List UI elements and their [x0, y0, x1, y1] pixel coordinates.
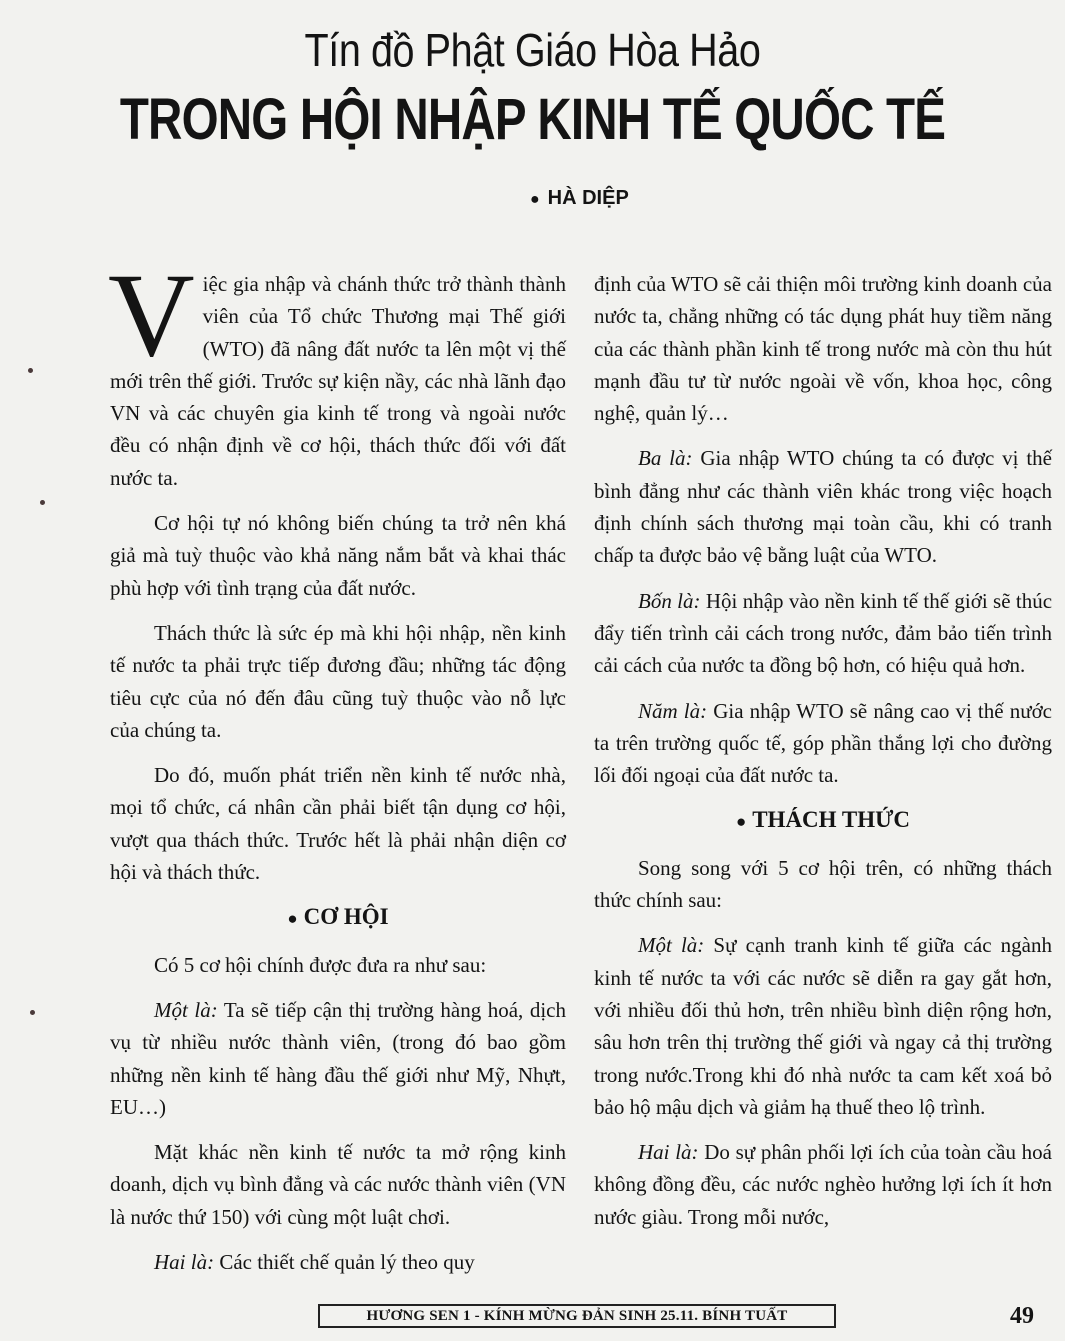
paragraph: Song song với 5 cơ hội trên, có những thách thức chính sau: — [594, 855, 1052, 913]
paragraph: Mặt khác nền kinh tế nước ta mở rộng kinh doanh, dịch vụ bình đẳng và các nước thành viên (VN là nước thứ 150) với cùng một luật chơi. — [110, 1140, 566, 1229]
bullet-icon: ● — [287, 909, 298, 929]
article-title-line1: Tín đồ Phật Giáo Hòa Hảo — [304, 24, 761, 76]
item-label: Ba là: — [638, 446, 693, 471]
paragraph-intro — [108, 248, 566, 494]
bullet-icon: ● — [735, 812, 747, 832]
paragraph: định của WTO sẽ cải thiện môi trường kinh doanh của nước ta, chẳng những có tác dụng phát huy tiềm năng của các thành phần kinh tế trong nước mà còn thu hút mạnh đầu tư từ nước ngoài về vốn, khoa học, công nghệ, quản lý… — [594, 272, 1052, 426]
scan-speck-icon — [30, 1010, 35, 1015]
paragraph: Ba là: Gia nhập WTO chúng ta có được vị thế bình đẳng như các thành viên khác trong việc hoạch định chính sách thương mại toàn cầu, khi có tranh chấp ta được bảo vệ bằng luật của WTO. — [594, 446, 1052, 568]
author-byline — [530, 184, 629, 214]
section-heading-opportunities: ● CƠ HỘI — [287, 904, 389, 930]
publication-footer: HƯƠNG SEN 1 - KÍNH MỪNG ĐẢN SINH 25.11. BÍNH TUẤT — [318, 1304, 836, 1328]
item-label: Một là: — [154, 997, 218, 1022]
paragraph: Cơ hội tự nó không biến chúng ta trở nên khá giả mà tuỳ thuộc vào khả năng nắm bắt và khai thác phù hợp với tình trạng của đất nước. — [110, 511, 566, 600]
item-label: Hai là: — [638, 1140, 699, 1165]
scan-speck-icon — [40, 500, 45, 505]
page-number: 49 — [1010, 1303, 1034, 1329]
paragraph: Thách thức là sức ép mà khi hội nhập, nền kinh tế nước ta phải trực tiếp đương đầu; những tác động tiêu cực của nó đến đâu cũng tuỳ thuộc vào nỗ lực của chúng ta. — [110, 620, 566, 742]
drop-cap: V — [108, 248, 195, 381]
paragraph: Hai là: Do sự phân phối lợi ích của toàn cầu hoá không đồng đều, các nước nghèo hưởng lợi ích ít hơn nước giàu. Trong mỗi nước, — [594, 1140, 1052, 1229]
item-label: Năm là: — [638, 698, 708, 723]
paragraph: Năm là: Gia nhập WTO sẽ nâng cao vị thế nước ta trên trường quốc tế, góp phần thắng lợi cho đường lối đối ngoại của đất nước ta. — [594, 698, 1053, 788]
scan-speck-icon — [28, 368, 33, 373]
right-column — [594, 268, 1052, 1246]
paragraph: Do đó, muốn phát triển nền kinh tế nước nhà, mọi tổ chức, cá nhân cần phải biết tận dụng cơ hội, vượt qua thách thức. Trước hết là phải nhận diện cơ hội và thách thức. — [110, 763, 566, 885]
paragraph: Bốn là: Hội nhập vào nền kinh tế thế giới sẽ thúc đẩy tiến trình cải cách trong nước, đảm bảo tiến trình cải cách của nước ta đồng bộ hơn, có hiệu quả hơn. — [594, 588, 1053, 678]
article-title-line2: TRONG HỘI NHẬP KINH TẾ QUỐC TẾ — [119, 87, 946, 152]
item-label: Một là: — [638, 933, 705, 958]
section-heading-challenges: ● THÁCH THỨC — [735, 807, 911, 833]
paragraph: Một là: Ta sẽ tiếp cận thị trường hàng hoá, dịch vụ từ nhiều nước thành viên, (trong đó bao gồm những nền kinh tế hàng đầu thế giới như Mỹ, Nhựt, EU…) — [110, 997, 566, 1119]
paragraph-text: iệc gia nhập và chánh thức trở thành thành viên của Tổ chức Thương mại Thế giới (WTO) đã nâng đất nước ta lên một vị thế mới trên thế giới. Trước sự kiện nầy, các nhà lãnh đạo VN và các chuyên gia kinh tế trong và ngoài nước đều có nhận định về cơ hội, thách thức đối với đất nước ta. — [110, 272, 566, 490]
item-label: Bốn là: — [638, 588, 701, 613]
author-name: HÀ DIỆP — [547, 187, 629, 209]
paragraph: Hai là: Các thiết chế quản lý theo quy — [154, 1250, 475, 1275]
bullet-icon: ● — [530, 191, 540, 208]
paragraph: Có 5 cơ hội chính được đưa ra như sau: — [154, 952, 487, 977]
left-column — [108, 248, 566, 1291]
paragraph: Một là: Sự cạnh tranh kinh tế giữa các ngành kinh tế nước ta với các nước sẽ diễn ra gay gắt hơn, với nhiều đối thủ hơn, trên nhiều bình diện rộng hơn, sâu hơn trên thị trường thế giới và ngay cả thị trường trong nước.Trong khi đó nhà nước ta cam kết xoá bỏ bảo hộ mậu dịch và giảm hạ thuế theo lộ trình. — [594, 933, 1052, 1119]
item-label: Hai là: — [154, 1250, 215, 1275]
